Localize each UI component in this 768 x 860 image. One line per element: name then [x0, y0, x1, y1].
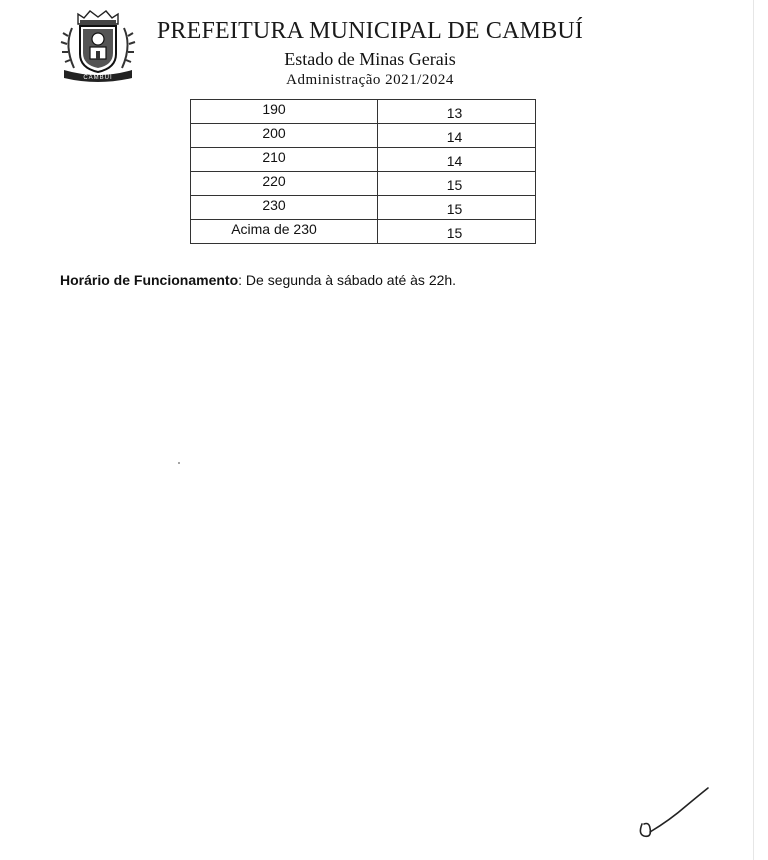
state-subtitle: Estado de Minas Gerais: [284, 49, 456, 69]
table-cell: 220: [262, 173, 286, 189]
letterhead: [140, 16, 600, 90]
table-cell: 230: [262, 197, 286, 213]
table-row: [191, 172, 536, 196]
table-cell: 200: [262, 125, 286, 141]
table-cell: Acima de 230: [231, 221, 317, 237]
operating-hours: [60, 272, 456, 288]
table-cell: 14: [446, 153, 463, 169]
values-table: [190, 99, 536, 244]
table-row: [191, 220, 536, 244]
city-crest-logo: [58, 6, 138, 84]
table-row: [191, 148, 536, 172]
administration-period: Administração 2021/2024: [286, 72, 454, 88]
operating-hours-text: De segunda à sábado até às 22h.: [245, 272, 457, 288]
scan-speck: [178, 462, 180, 464]
operating-hours-label: Horário de Funcionamento: [60, 272, 239, 288]
municipality-title: PREFEITURA MUNICIPAL DE CAMBUÍ: [156, 18, 584, 44]
table-cell: 15: [446, 225, 463, 241]
handwritten-signature: [630, 780, 720, 840]
table-cell: 14: [446, 129, 463, 145]
table-row: [191, 124, 536, 148]
table-cell: 210: [262, 149, 286, 165]
operating-hours-separator: :: [238, 272, 246, 288]
table-cell: 15: [446, 201, 463, 217]
table-row: [191, 100, 536, 124]
table-cell: 13: [446, 105, 463, 121]
table-row: [191, 196, 536, 220]
table-cell: 15: [446, 177, 463, 193]
page-edge-line: [753, 0, 754, 860]
svg-text:CAMBUÍ: CAMBUÍ: [83, 75, 113, 81]
table-cell: 190: [262, 101, 286, 117]
